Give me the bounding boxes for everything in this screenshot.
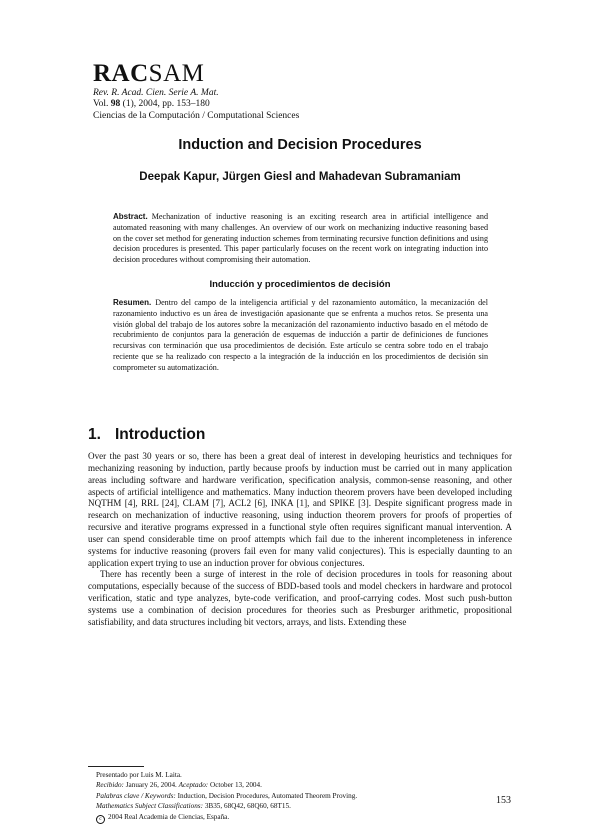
footnote-rule — [88, 766, 144, 767]
footnotes — [88, 770, 357, 824]
footnote-presented: Presentado por Luis M. Laita. — [96, 771, 182, 779]
copyright-text: 2004 Real Academia de Ciencias, España. — [108, 812, 230, 821]
msc-label: Mathematics Subject Classifications: — [96, 802, 204, 811]
journal-section: Ciencias de la Computación / Computational Sciences — [93, 111, 300, 121]
introduction-body — [88, 451, 512, 629]
footnote-dates — [88, 780, 357, 790]
keywords-text: Induction, Decision Procedures, Automated Theorem Proving. — [177, 791, 358, 800]
body-paragraph: Over the past 30 years or so, there has been a great deal of interest in developing heuristics and techniques for mechanizing reasoning by induction, partly because proofs by induction must be carried out in many application areas including software and hardware verification, specification analysis, common-sense reasoning, and other aspects of artificial intelligence and mathematics. Many induction theorem provers have been developed including NQTHM [4], RRL [24], CLAM [7], ACL2 [6], INKA [1], and SPIKE [3]. Despite significant progress made in research on mechanization of inductive reasoning, using induction theorem provers for proofs of properties of recursive and iterative programs expressed in a functional style often requires significant manual intervention. A user can spend considerable time on proof attempts which fail due to the inherent incompleteness in inference systems for inductive reasoning (provers fail even for many valid conjectures). This is especially daunting to an application expert trying to use an induction prover for obvious conjectures. — [88, 451, 512, 568]
section-title: Introduction — [114, 426, 206, 443]
abstract-english — [113, 212, 488, 266]
accepted-date: October 13, 2004. — [210, 781, 262, 790]
received-date: January 26, 2004. — [125, 781, 177, 790]
paper-title: Induction and Decision Procedures — [178, 137, 422, 153]
section-number: 1. — [88, 426, 101, 443]
abstract-text: Mechanization of inductive reasoning is an exciting research area in artificial intelligence and automated reasoning with many challenges. An overview of our work on mechanizing inductive reasoning based on the cover set method for generating induction schemes from terminating recursive function definitions and using decision procedures is presented. This paper particularly focuses on the recent work on integrating induction into decision procedures without compromising their automation. — [113, 212, 488, 264]
msc-codes: 3B35, 68Q42, 68Q60, 68T15. — [204, 802, 291, 811]
spanish-title: Inducción y procedimientos de decisión — [209, 279, 391, 290]
volume-number: 98 — [110, 99, 121, 109]
keywords-label: Palabras clave / Keywords: — [96, 791, 176, 800]
volume-prefix: Vol. — [93, 99, 109, 109]
logo-bold-part: RAC — [93, 60, 149, 87]
copyright-icon: c — [96, 815, 105, 824]
section-heading — [88, 426, 205, 444]
journal-name: Rev. R. Acad. Cien. Serie A. Mat. — [93, 88, 219, 98]
resumen-text: Dentro del campo de la inteligencia artificial y del razonamiento automático, la mecanización del razonamiento inductivo es un área de investigación apasionante que se enfrenta a muchos retos. Se presenta una visión global del trabajo de los autores sobre la mecanización del razonamiento inductivo basado en el método de recubrimiento de conjuntos para la generación de esquemas de inducción a partir de definiciones de funciones recursivas con terminación que usa procedimientos de decisión. Este artículo se centra sobre todo en el trabajo reciente que se ha realizado con respecto a la integración de la inducción en los procedimientos de decisión sin comprometer su automatización. — [113, 298, 488, 372]
accepted-label: Aceptado: — [178, 781, 209, 790]
journal-logo — [93, 61, 204, 87]
footnote-msc — [88, 801, 357, 811]
page-number: 153 — [496, 795, 511, 806]
paper-authors: Deepak Kapur, Jürgen Giesl and Mahadevan Subramaniam — [139, 171, 461, 183]
received-label: Recibido: — [96, 781, 124, 790]
logo-light-part: SAM — [148, 60, 205, 87]
resumen-label: Resumen. — [113, 298, 152, 307]
body-paragraph: There has recently been a surge of interest in the role of decision procedures in tools for reasoning about computations, especially because of the success of BDD-based tools and model checkers in hardware and protocol verification, static and type analyzes, byte-code verification, and proof-carrying codes. Most such push-button systems use a combination of decision procedures for theories such as Presburger arithmetic, propositional satisfiability, and data structures including bit vectors, arrays, and lists. Extending these — [88, 569, 512, 627]
abstract-label: Abstract. — [113, 212, 148, 221]
abstract-spanish — [113, 298, 488, 373]
journal-volume — [93, 99, 210, 110]
volume-details: (1), 2004, pp. 153–180 — [122, 99, 210, 109]
footnote-copyright — [88, 812, 357, 824]
footnote-keywords — [88, 791, 357, 801]
